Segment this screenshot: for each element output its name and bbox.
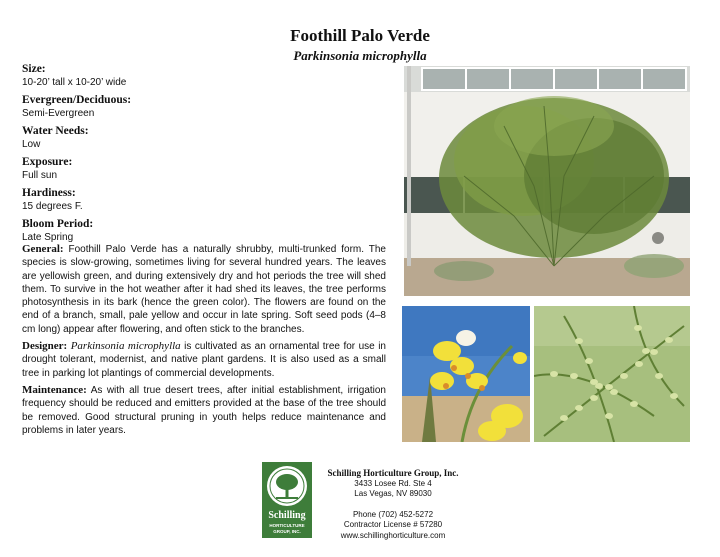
svg-text:HORTICULTURE: HORTICULTURE [269, 523, 305, 528]
company-address-line1: 3433 Losee Rd. Ste 4 [354, 478, 432, 488]
description [22, 243, 386, 441]
fact-value: Low [22, 139, 41, 150]
designer-paragraph [22, 340, 386, 380]
page-title: Foothill Palo Verde [290, 26, 430, 45]
fact-label: Evergreen/Deciduous: [22, 94, 132, 106]
fact-value: Full sun [22, 170, 58, 181]
fact-value: 15 degrees F. [22, 201, 83, 212]
fact-value: Semi-Evergreen [22, 108, 95, 119]
fact-label: Size: [22, 63, 46, 75]
maintenance-paragraph [22, 384, 386, 437]
fact-value: 10-20’ tall x 10-20’ wide [22, 77, 127, 88]
company-logo [262, 462, 312, 538]
general-text: Foothill Palo Verde has a naturally shrubby, multi-trunked form. The species is slow-growing, sometimes living for several hundred years. The leaves are yellowish green, and during extensively dry and hot periods the tree will shed them. To survive in the hot weather after it had shed its leaves, the tree performs photosynthesis in its bark (hence the green color). The flowers are found on the end of a branch, small, pale yellow and occur in late spring. Soft seed pods (4–8 cm long) appear after flowering, and often stick to the branches. [22, 244, 386, 335]
company-license: Contractor License # 57280 [343, 520, 443, 529]
fact-exposure [22, 156, 392, 182]
fact-value: Late Spring [22, 232, 74, 243]
leaves-photo [534, 306, 690, 442]
designer-species: Parkinsonia microphylla [70, 340, 181, 353]
company-phone: Phone (702) 452-5272 [352, 509, 434, 519]
maintenance-label: Maintenance: [22, 383, 87, 396]
general-label: General: [22, 243, 64, 255]
svg-text:GROUP, INC.: GROUP, INC. [273, 529, 301, 534]
fact-water [22, 125, 392, 151]
fact-label: Hardiness: [22, 187, 76, 199]
fact-evergreen [22, 94, 392, 120]
company-contact [318, 468, 468, 541]
fact-hardiness [22, 187, 392, 213]
tree-photo [404, 66, 690, 296]
fact-bloom [22, 218, 392, 244]
fact-label: Exposure: [22, 156, 73, 168]
general-paragraph [22, 243, 386, 336]
scientific-name: Parkinsonia microphylla [293, 48, 427, 63]
flower-photo [402, 306, 530, 442]
designer-label: Designer: [22, 340, 68, 353]
company-website[interactable]: www.schillinghorticulture.com [340, 530, 446, 540]
fact-size [22, 63, 392, 89]
fact-label: Bloom Period: [22, 218, 94, 230]
plant-facts [22, 63, 392, 249]
designer-text: is cultivated as an ornamental tree for use in drought tolerant, modernist, and native plant gardens. It is also used as a small tree in parking lot plantings of commercial developments. [22, 341, 386, 379]
fact-label: Water Needs: [22, 125, 89, 137]
company-address-line2: Las Vegas, NV 89030 [354, 489, 432, 498]
company-name: Schilling Horticulture Group, Inc. [327, 468, 459, 478]
svg-text:Schilling: Schilling [268, 510, 306, 521]
maintenance-text: As with all true desert trees, after initial establishment, irrigation frequency should be reduced and emitters provided at the base of the tree should be removed. Good structural pruning in youth helps reduce maintenance and problems in later years. [22, 384, 386, 436]
